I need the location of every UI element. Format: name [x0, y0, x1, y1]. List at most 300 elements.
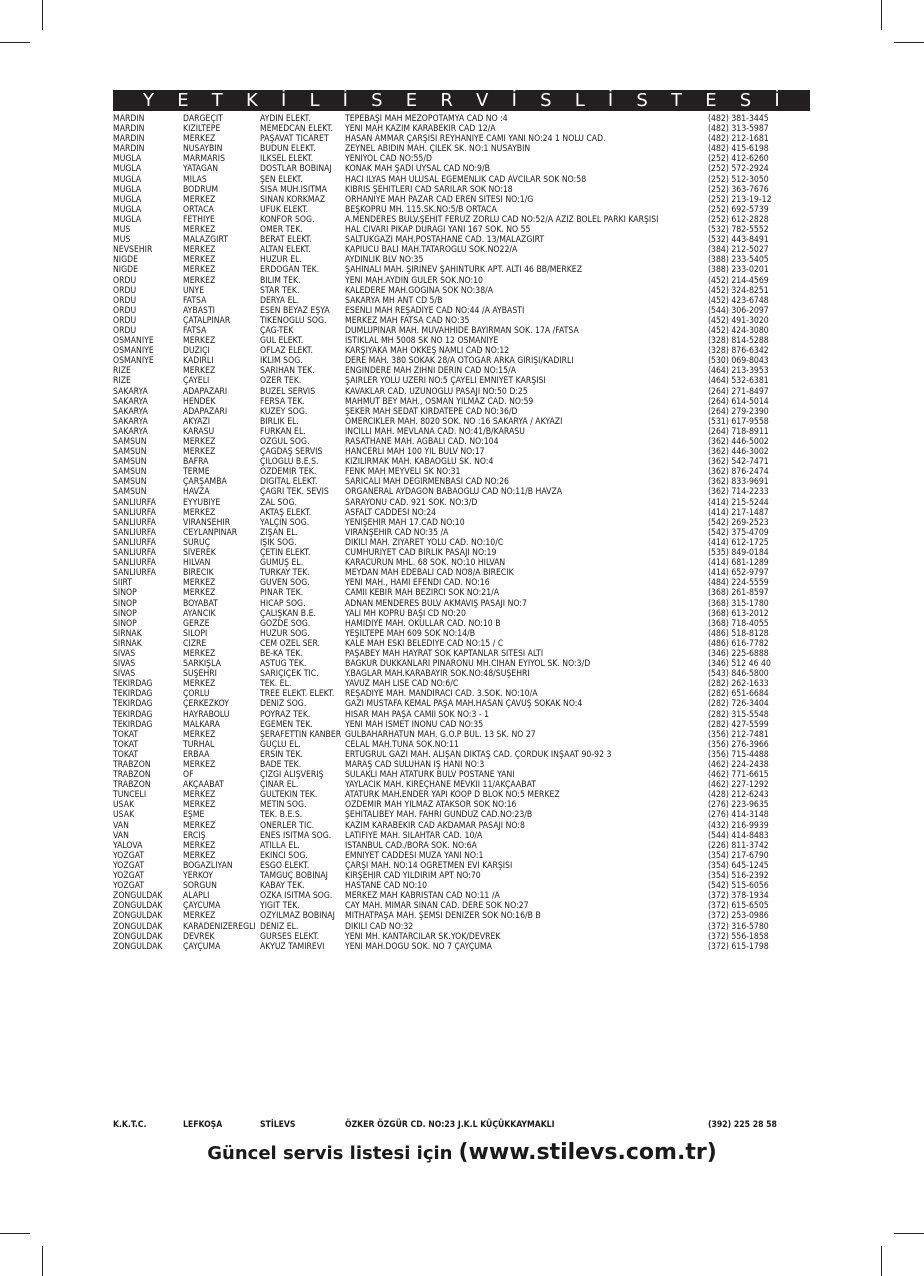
city-cell: ZONGULDAK — [113, 941, 163, 952]
address-cell: ŞAHİNALİ MAH. ŞİRİNEV ŞAHİNTÜRK APT. ALTI 46 BB/MERKEZ — [345, 265, 583, 276]
city-cell: TRABZON — [113, 770, 151, 781]
city-cell: YOZGAT — [113, 850, 145, 861]
address-cell: MİTHATPAŞA MAH. ŞEMSİ DENİZER SOK NO:16/B B — [345, 911, 541, 922]
table-row — [113, 881, 823, 891]
district-cell: EYYÜBİYE — [183, 497, 221, 508]
title-letter: L — [309, 90, 320, 111]
table-row — [113, 851, 823, 861]
phone-cell: (531) 617-9558 — [708, 416, 769, 427]
phone-cell: (486) 518-8128 — [708, 628, 769, 639]
address-cell: GAZİ MUSTAFA KEMAL PAŞA MAH.HASAN ÇAVUŞ SOKAK NO:4 — [345, 699, 583, 710]
table-row — [113, 306, 823, 316]
table-row — [113, 376, 823, 386]
address-cell: REŞADİYE MAH. MANDIRACI CAD. 3.SOK. NO:10/A — [345, 689, 538, 700]
city-cell: SAMSUN — [113, 437, 147, 447]
service-name-cell: ÇETİN ELEKT. — [260, 548, 311, 559]
city-cell: NEVSEHIR — [113, 245, 153, 256]
city-cell: SAMSUN — [113, 447, 147, 458]
table-row — [113, 710, 823, 720]
address-cell: MERKEZ MAH KABRİSTAN CAD NO:11 /A — [345, 891, 500, 902]
phone-cell: (414) 612-1725 — [708, 537, 769, 548]
service-name-cell: BUZEL SERVIS — [260, 386, 316, 397]
district-cell: SARKIŞLA — [183, 659, 221, 670]
table-row — [113, 508, 823, 518]
district-cell: KARADENİZEREĞLİ — [183, 921, 256, 932]
district-cell: GERZE — [183, 618, 210, 629]
address-cell: CAMİİ KEBİR MAH BEZİRCİ SOK NO:21/A — [345, 588, 500, 599]
title-letter: S — [540, 90, 552, 111]
table-row — [113, 164, 823, 174]
address-cell: KAVAKLAR CAD. UZUNOGLU PASAJI NO:50 D:25 — [345, 386, 528, 397]
service-name-cell: GÜLTEKİN TEK. — [260, 790, 318, 801]
district-cell: MARMARIS — [183, 154, 226, 165]
service-name-cell: ÇAĞDAŞ SERVİS — [260, 447, 323, 458]
service-name-cell: ÇAĞRI TEK. SEVİS — [260, 487, 329, 498]
address-cell: CAY MAH. MİMAR SİNAN CAD. DERE SOK NO:27 — [345, 901, 529, 912]
address-cell: KONAK MAH ŞADİ UYSAL CAD NO:9/B — [345, 164, 490, 175]
address-cell: KIRŞEHİR CAD YILDIRIM APT NO:70 — [345, 871, 481, 882]
table-row — [113, 599, 823, 609]
table-row — [113, 619, 823, 629]
table-row — [113, 477, 823, 487]
table-row — [113, 810, 823, 820]
city-cell: TOKAT — [113, 739, 139, 750]
district-cell: MERKEZ — [183, 336, 216, 347]
phone-cell: (464) 213-3953 — [708, 366, 769, 377]
service-name-cell: ÇINAR EL. — [260, 780, 299, 791]
address-cell: YENİ MAH KAZIM KARABEKİR CAD 12/A — [345, 124, 496, 135]
table-row — [113, 639, 823, 649]
phone-cell: (252) 572-2924 — [708, 164, 769, 175]
address-cell: CELAL MAH.TUNA SOK.NO:11 — [345, 739, 459, 750]
city-cell: MARDIN — [113, 134, 145, 145]
service-name-cell: ÖMER TEK. — [260, 225, 303, 236]
service-name-cell: POYRAZ TEK. — [260, 709, 311, 720]
table-row — [113, 336, 823, 346]
table-row — [113, 114, 823, 124]
table-row — [113, 487, 823, 497]
table-row — [113, 397, 823, 407]
footer-phone: (392) 225 28 58 — [708, 1120, 777, 1130]
address-cell: YENİ MAH İSMET İNÖNÜ CAD NO:35 — [345, 719, 484, 730]
district-cell: ÇAYCUMA — [183, 901, 221, 912]
phone-cell: (252) 612-2828 — [708, 214, 769, 225]
service-name-cell: ÇAĞ-TEK — [260, 325, 294, 336]
table-row — [113, 922, 823, 932]
address-cell: YENİ MAH.DOĞU SOK. NO 7 ÇAYÇUMA — [345, 941, 492, 952]
address-cell: SARAYÖNÜ CAD. 921 SOK. NO:3/D — [345, 497, 478, 508]
table-row — [113, 932, 823, 942]
table-row — [113, 528, 823, 538]
address-cell: YENİ MH. KANTARCILAR SK.YOK/DEVREK — [345, 931, 501, 942]
title-letter: E — [177, 90, 189, 111]
service-name-cell: İKLİM SOĞ. — [260, 356, 303, 367]
address-cell: İNCİLLİ MAH. MEVLANA CAD. NO:41/B/KARASU — [345, 426, 525, 437]
service-name-cell: ENES ISITMA SOĞ. — [260, 830, 332, 841]
table-row — [113, 225, 823, 235]
title-letter: S — [636, 90, 648, 111]
table-row — [113, 255, 823, 265]
phone-cell: (328) 876-6342 — [708, 346, 769, 357]
phone-cell: (252) 692-5739 — [708, 204, 769, 215]
city-cell: ZONGULDAK — [113, 931, 163, 942]
district-cell: BİRECİK — [183, 568, 214, 579]
district-cell: MERKEZ — [183, 265, 216, 276]
table-row — [113, 891, 823, 901]
service-name-cell: GÜÇLÜ EL. — [260, 739, 301, 750]
city-cell: YOZGAT — [113, 871, 145, 882]
city-cell: SAMSUN — [113, 457, 147, 468]
city-cell: MUGLA — [113, 194, 142, 205]
service-name-cell: IŞIK SOĞ. — [260, 537, 297, 548]
title-letter: T — [671, 90, 683, 111]
phone-cell: (282) 427-5599 — [708, 719, 769, 730]
city-cell: SAKARYA — [113, 396, 148, 407]
service-name-cell: BÜDÜN ELEKT. — [260, 144, 316, 155]
phone-cell: (414) 681-1289 — [708, 558, 769, 569]
service-name-cell: TREE ELEKT. ELEKT. — [260, 689, 335, 700]
phone-cell: (362) 446-5002 — [708, 437, 769, 447]
table-row — [113, 518, 823, 528]
city-cell: TUNCELI — [113, 790, 147, 801]
district-cell: MERKEZ — [183, 507, 216, 518]
crop-mark — [881, 0, 882, 30]
city-cell: MUGLA — [113, 214, 142, 225]
crop-mark — [881, 1246, 882, 1276]
city-cell: SANLIURFA — [113, 497, 156, 508]
address-cell: HASAN AMMAR ÇARŞISI REYHANİYE CAMİ YANI NO:24 1 NOLU CAD. — [345, 134, 606, 145]
phone-cell: (544) 306-2097 — [708, 305, 769, 316]
phone-cell: (542) 375-4709 — [708, 527, 769, 538]
phone-cell: (226) 811-3742 — [708, 840, 769, 851]
phone-cell: (482) 381-3445 — [708, 114, 769, 124]
address-cell: ÇARŞI MAH. NO:14 ÖĞRETMEN EVİ KARŞISI — [345, 860, 513, 871]
service-name-cell: EKİNCİ SOĞ. — [260, 850, 308, 861]
service-name-cell: CEM ÖZEL SER. — [260, 638, 321, 649]
phone-cell: (368) 718-4055 — [708, 618, 769, 629]
district-cell: ERCİŞ — [183, 830, 206, 841]
table-row — [113, 578, 823, 588]
table-row — [113, 699, 823, 709]
page-title-banner — [113, 90, 810, 111]
address-cell: KARACURUN MHL. 68 SOK. NO:10 HİLVAN — [345, 558, 506, 569]
address-cell: ŞEHİTALİBEY MAH. FAHRİ GÜNDÜZ CAD.NO:23/B — [345, 810, 533, 821]
footer-address: ÖZKER ÖZGÜR CD. NO:23 J.K.L KÜÇÜKKAYMAKLI — [345, 1120, 555, 1130]
city-cell: SANLIURFA — [113, 548, 156, 559]
district-cell: HENDEK — [183, 396, 216, 407]
address-cell: BAĞKUR DÜKKANLARI PINARÖNÜ MH.CİHAN EYİYOL SK. NO:3/D — [345, 659, 591, 670]
phone-cell: (354) 645-1245 — [708, 860, 769, 871]
address-cell: YAYLACIK MAH. KİREÇHANE MEVKİİ 11/AKÇAABAT — [345, 780, 536, 791]
district-cell: MERKEZ — [183, 578, 216, 589]
service-name-cell: METİN SOĞ. — [260, 800, 307, 811]
table-row — [113, 568, 823, 578]
district-cell: YERKÖY — [183, 871, 214, 882]
city-cell: SAKARYA — [113, 386, 148, 397]
city-cell: MUGLA — [113, 184, 142, 195]
phone-cell: (356) 715-4488 — [708, 749, 769, 760]
table-row — [113, 669, 823, 679]
phone-cell: (482) 313-5987 — [708, 124, 769, 135]
table-row — [113, 760, 823, 770]
phone-cell: (362) 876-2474 — [708, 467, 769, 478]
title-letter: E — [705, 90, 717, 111]
city-cell: SIVAS — [113, 669, 136, 680]
service-name-cell: AKTAŞ ELEKT. — [260, 507, 312, 518]
table-row — [113, 427, 823, 437]
district-cell: BOYABAT — [183, 598, 218, 609]
district-cell: CEYLANPINAR — [183, 527, 238, 538]
title-letter: İ — [774, 90, 780, 111]
district-cell: MERKEZ — [183, 245, 216, 256]
title-letter: T — [211, 90, 223, 111]
address-cell: YAVUZ MAH LİSE CAD NO:6/C — [345, 679, 459, 690]
city-cell: RIZE — [113, 376, 131, 387]
phone-cell: (368) 315-1780 — [708, 598, 769, 609]
phone-cell: (372) 556-1858 — [708, 931, 769, 942]
district-cell: YATAĞAN — [183, 164, 219, 175]
city-cell: ZONGULDAK — [113, 911, 163, 922]
phone-cell: (388) 233-0201 — [708, 265, 769, 276]
table-row — [113, 942, 823, 952]
service-name-cell: ÖZER TEK. — [260, 376, 302, 387]
district-cell: OF — [183, 770, 194, 781]
district-cell: MERKEZ — [183, 729, 216, 740]
phone-cell: (362) 542-7471 — [708, 457, 769, 468]
address-cell: MEYDAN MAH EDEBALİ CAD NO8/A BİRECİK — [345, 568, 514, 579]
table-row — [113, 629, 823, 639]
phone-cell: (428) 212-6243 — [708, 790, 769, 801]
address-cell: YENİYOL CAD NO:55/D — [345, 154, 432, 165]
district-cell: ÇORLU — [183, 689, 210, 700]
phone-cell: (530) 069-8043 — [708, 356, 769, 367]
service-name-cell: DERYA EL. — [260, 295, 300, 306]
phone-cell: (354) 516-2392 — [708, 871, 769, 882]
service-name-cell: ÖZYILMAZ BOBİNAJ — [260, 911, 335, 922]
district-cell: MERKEZ — [183, 225, 216, 236]
phone-cell: (486) 616-7782 — [708, 638, 769, 649]
service-name-cell: ÖZGÜL SOĞ. — [260, 437, 310, 447]
city-cell: SINOP — [113, 618, 137, 629]
service-name-cell: HİCAP SOĞ. — [260, 598, 306, 609]
phone-cell: (276) 223-9635 — [708, 800, 769, 811]
address-cell: ADNAN MENDERES BULV AKMAVİŞ PASAJI NO:7 — [345, 598, 527, 609]
table-row — [113, 124, 823, 134]
service-name-cell: DOSTLAR BOBİNAJ — [260, 164, 332, 175]
city-cell: MARDIN — [113, 144, 145, 155]
table-row — [113, 538, 823, 548]
service-name-cell: TİKENOĞLU SOĞ. — [260, 315, 327, 326]
district-cell: AKYAZI — [183, 416, 211, 427]
table-row — [113, 740, 823, 750]
city-cell: USAK — [113, 810, 135, 821]
table-row — [113, 296, 823, 306]
address-cell: DUMLUPINAR MAH. MUVAHHİDE BAYIRMAN SOK. 17A /FATSA — [345, 325, 579, 336]
service-name-cell: ALTAN ELEKT. — [260, 245, 311, 256]
phone-cell: (282) 315-5548 — [708, 709, 769, 720]
table-row — [113, 356, 823, 366]
address-cell: SALTUKGAZİ MAH.POSTAHANE CAD. 13/MALAZGİRT — [345, 235, 545, 246]
city-cell: SIIRT — [113, 578, 133, 589]
address-cell: MARAŞ CAD SULUHAN İŞ HANI NO:3 — [345, 760, 485, 770]
phone-cell: (282) 262-1633 — [708, 679, 769, 690]
city-cell: ZONGULDAK — [113, 901, 163, 912]
phone-cell: (264) 279-2390 — [708, 406, 769, 417]
table-row — [113, 831, 823, 841]
city-cell: MUGLA — [113, 174, 142, 185]
table-row — [113, 215, 823, 225]
crop-mark — [894, 1233, 924, 1234]
phone-cell: (356) 276-3966 — [708, 739, 769, 750]
table-row — [113, 286, 823, 296]
phone-cell: (462) 227-1292 — [708, 780, 769, 791]
address-cell: ORHANİYE MAH PAZAR CAD EREN SİTESİ NO:1/G — [345, 194, 534, 205]
phone-cell: (414) 217-1487 — [708, 507, 769, 518]
phone-cell: (482) 415-6198 — [708, 144, 769, 155]
phone-cell: (542) 515-6056 — [708, 881, 769, 892]
service-name-cell: SARIÇİÇEK TİC. — [260, 669, 319, 680]
address-cell: SULAKLI MAH ATATURK BULV POSTANE YANI — [345, 770, 515, 781]
address-cell: RASATHANE MAH. AĞBALI CAD. NO:104 — [345, 437, 499, 447]
district-cell: MERKEZ — [183, 275, 216, 286]
district-cell: MERKEZ — [183, 790, 216, 801]
district-cell: MILAS — [183, 174, 207, 185]
address-cell: ŞEKER MAH SEDAT KIRDATEPE CAD NO:36/D — [345, 406, 518, 417]
district-cell: MERKEZ — [183, 911, 216, 922]
district-cell: KARASU — [183, 426, 215, 437]
service-name-cell: BİRLİK EL. — [260, 416, 299, 427]
title-letter: İ — [607, 90, 614, 111]
service-name-cell: TAMGÜÇ BOBİNAJ — [260, 871, 328, 882]
city-cell: RIZE — [113, 366, 131, 377]
table-row — [113, 387, 823, 397]
address-cell: VİRANŞEHİR CAD NO:35 /A — [345, 527, 449, 538]
district-cell: DEVREK — [183, 931, 215, 942]
address-cell: ZEYNEL ABİDİN MAH. ÇİLEK SK. NO:1 NUSAYBIN — [345, 144, 531, 155]
district-cell: VIRANSEHIR — [183, 517, 231, 528]
phone-cell: (543) 846-5800 — [708, 669, 769, 680]
district-cell: FETHIYE — [183, 214, 215, 225]
service-name-cell: AKYÜZ TAMİREVİ — [260, 941, 325, 952]
table-row — [113, 558, 823, 568]
address-cell: YENİŞEHİR MAH 17.CAD NO:10 — [345, 517, 465, 528]
city-cell: MUS — [113, 235, 131, 246]
address-cell: FENK MAH MEYVELİ SK NO:31 — [345, 467, 461, 478]
service-name-cell: PINAR TEK. — [260, 588, 304, 599]
table-row — [113, 276, 823, 286]
district-cell: ÇATALPINAR — [183, 315, 231, 326]
city-cell: SAKARYA — [113, 426, 148, 437]
address-cell: ATATÜRK MAH.ENDER YAPI KOOP D BLOK NO:5 MERKEZ — [345, 790, 560, 801]
district-cell: ÇARŞAMBA — [183, 477, 227, 488]
district-cell: ÇAYELİ — [183, 376, 210, 387]
phone-cell: (414) 215-5244 — [708, 497, 769, 508]
table-row — [113, 871, 823, 881]
service-name-cell: STAR TEK. — [260, 285, 300, 296]
phone-cell: (368) 261-8597 — [708, 588, 769, 599]
service-list-table — [113, 114, 823, 952]
phone-cell: (414) 652-9797 — [708, 568, 769, 579]
phone-cell: (282) 726-3404 — [708, 699, 769, 710]
city-cell: SIVAS — [113, 659, 136, 670]
title-letter: İ — [342, 90, 348, 111]
district-cell: KADİRLİ — [183, 356, 214, 367]
title-letter: R — [440, 90, 453, 111]
district-cell: MERKEZ — [183, 760, 216, 770]
district-cell: ADAPAZARI — [183, 386, 228, 397]
address-cell: GÜLBAHARHATUN MAH. G.O.P BUL. 13 SK. NO 27 — [345, 729, 536, 740]
city-cell: YOZGAT — [113, 881, 145, 892]
phone-cell: (464) 532-6381 — [708, 376, 769, 387]
district-cell: MERKEZ — [183, 437, 216, 447]
phone-cell: (482) 212-1681 — [708, 134, 769, 145]
phone-cell: (452) 324-8251 — [708, 285, 769, 296]
address-cell: ENGİNDERE MAH ZİHNİ DERİN CAD NO:15/A — [345, 366, 517, 377]
city-cell: ORDU — [113, 315, 137, 326]
service-name-cell: TÜRKAY TEK. — [260, 568, 310, 579]
city-cell: ORDU — [113, 325, 137, 336]
address-cell: EMNİYET CADDESİ MÜZA YANI NO:1 — [345, 850, 484, 861]
phone-cell: (362) 714-2233 — [708, 487, 769, 498]
website-note-text: Güncel servis listesi için — [207, 1143, 453, 1164]
table-row — [113, 195, 823, 205]
phone-cell: (432) 216-9939 — [708, 820, 769, 831]
service-name-cell: MEMEDCAN ELEKT. — [260, 124, 333, 135]
website-link[interactable]: (www.stilevs.com.tr) — [458, 1140, 717, 1165]
city-cell: ZONGULDAK — [113, 921, 163, 932]
phone-cell: (354) 217-6790 — [708, 850, 769, 861]
phone-cell: (252) 412-6260 — [708, 154, 769, 165]
service-name-cell: GÜMÜŞ EL. — [260, 558, 304, 569]
address-cell: İSTİKLAL MH 5008 SK NO 12 OSMANİYE — [345, 336, 499, 347]
city-cell: SINOP — [113, 608, 137, 619]
service-name-cell: HUZUR EL. — [260, 255, 302, 266]
address-cell: Y.BAĞLAR MAH.KARABAYIR SOK.NO:48/SUŞEHRİ — [345, 669, 530, 680]
service-name-cell: ZAL SOĞ. — [260, 497, 297, 508]
table-row — [113, 407, 823, 417]
service-name-cell: SARIHAN TEK. — [260, 366, 315, 377]
phone-cell: (452) 424-3080 — [708, 325, 769, 336]
phone-cell: (535) 849-0184 — [708, 548, 769, 559]
phone-cell: (544) 414-8483 — [708, 830, 769, 841]
service-name-cell: ESEN BEYAZ EŞYA — [260, 305, 330, 316]
phone-cell: (484) 224-5559 — [708, 578, 769, 589]
service-name-cell: KONFOR SOĞ. — [260, 214, 315, 225]
table-row — [113, 730, 823, 740]
city-cell: MUGLA — [113, 204, 142, 215]
service-name-cell: ASTUĞ TEK. — [260, 659, 307, 670]
website-note — [0, 1140, 924, 1165]
service-name-cell: SİSA MÜH.ISITMA — [260, 184, 327, 195]
table-row — [113, 447, 823, 457]
phone-cell: (356) 212-7481 — [708, 729, 769, 740]
service-name-cell: DİGİTAL ELEKT. — [260, 477, 318, 488]
city-cell: OSMANIYE — [113, 346, 154, 357]
district-cell: BAFRA — [183, 457, 209, 468]
phone-cell: (346) 512 46 40 — [708, 659, 771, 670]
table-row — [113, 457, 823, 467]
address-cell: AYDINLIK BLV NO:35 — [345, 255, 424, 266]
district-cell: AYBASTI — [183, 305, 215, 316]
city-cell: TRABZON — [113, 780, 151, 791]
table-row — [113, 366, 823, 376]
service-name-cell: ŞERAFETTİN KANBER — [260, 729, 342, 740]
service-name-cell: EGEMEN TEK. — [260, 719, 313, 730]
phone-cell: (362) 446-3002 — [708, 447, 769, 458]
phone-cell: (388) 233-5405 — [708, 255, 769, 266]
city-cell: NIGDE — [113, 265, 138, 276]
address-cell: SAKARYA MH ANT CD 5/B — [345, 295, 443, 306]
